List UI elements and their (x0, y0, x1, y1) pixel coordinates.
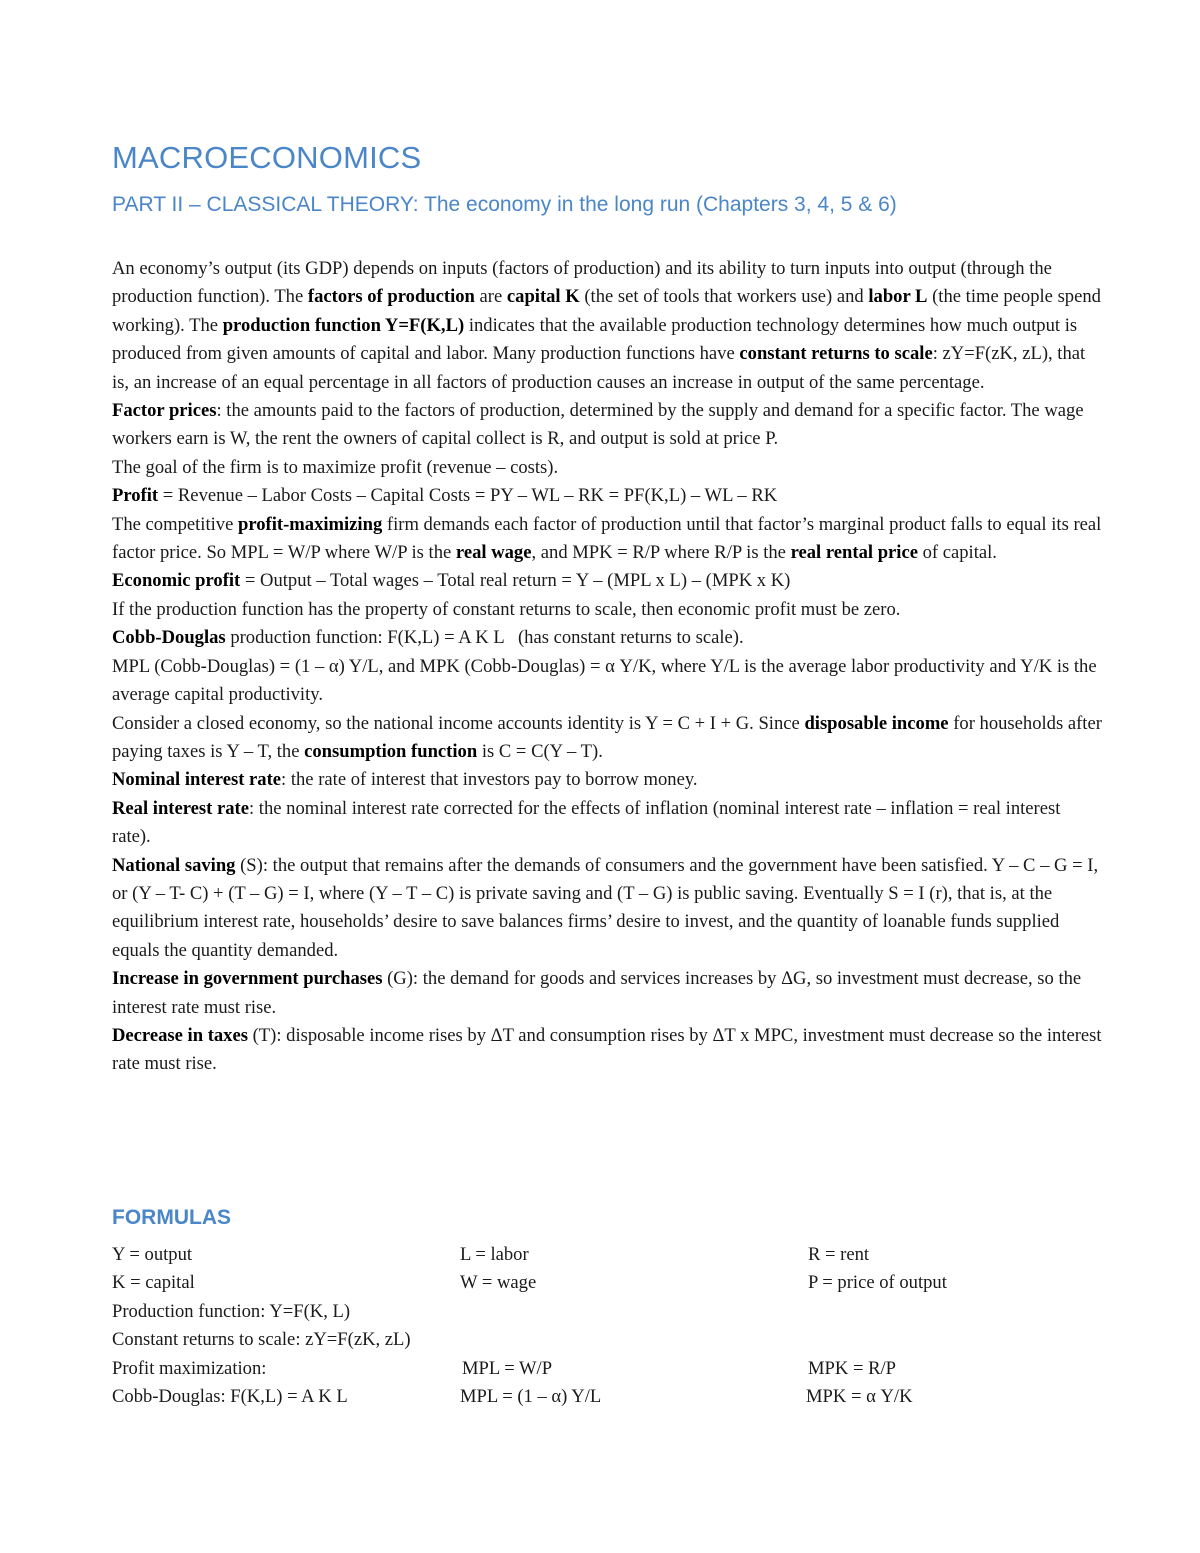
document-title: MACROECONOMICS (112, 140, 422, 175)
formula-row (112, 1298, 1102, 1326)
paragraph-firm-goal: The goal of the firm is to maximize profit (revenue – costs). (112, 456, 559, 478)
formula-cell: Constant returns to scale: zY=F(zK, zL) (112, 1329, 411, 1351)
text-run: (T): disposable income rises by ΔT and consumption rises by ΔT x MPC, investment must decrease so the interest rate must rise. (112, 1024, 1102, 1075)
text-run: The competitive (112, 513, 238, 535)
term-government-purchases: Increase in government purchases (112, 968, 383, 990)
notes-body (112, 255, 1102, 1079)
term-constant-returns: constant returns to scale (739, 343, 933, 365)
formula-cell: P = price of output (808, 1272, 947, 1294)
text-run: is C = C(Y – T). (477, 740, 603, 762)
text-run: , and MPK = R/P where R/P is the (531, 542, 791, 564)
paragraph-closed-economy (112, 710, 1102, 767)
term-real-rental-price: real rental price (790, 542, 918, 564)
paragraph-factors-of-production (112, 255, 1102, 397)
paragraph-government-purchases (112, 965, 1102, 1022)
formula-cell (112, 1383, 348, 1411)
formula-row (112, 1326, 1102, 1354)
term-decrease-in-taxes: Decrease in taxes (112, 1024, 248, 1046)
term-profit: Profit (112, 485, 159, 507)
term-capital: capital K (506, 286, 580, 308)
formula-cell: R = rent (808, 1244, 870, 1265)
term-production-function: production function Y=F(K,L) (222, 314, 465, 336)
paragraph-national-saving (112, 852, 1102, 966)
formula-row (112, 1269, 1102, 1297)
text-run: L (488, 627, 505, 649)
text-run: of capital. (917, 542, 997, 564)
formulas-table (112, 1241, 1102, 1411)
term-disposable-income: disposable income (804, 712, 949, 734)
formula-cell: Profit maximization: (112, 1357, 267, 1379)
paragraph-mpl-mpk: MPL (Cobb-Douglas) = (1 – α) Y/L, and MPK (Cobb-Douglas) = α Y/K, where Y/L is the average labor productivity and Y/K is the average capital productivity. (112, 655, 1097, 706)
formula-cell: MPK = R/P (808, 1357, 896, 1379)
text-run: = Revenue – Labor Costs – Capital Costs = PY – WL – RK = PF(K,L) – WL – RK (158, 485, 778, 507)
term-consumption-function: consumption function (304, 740, 478, 762)
text-run: An economy’s output (its GDP) depends on inputs (factors of production) and its ability to turn inputs into output (through the production function). The (112, 258, 1052, 308)
term-real-interest-rate: Real interest rate (112, 797, 249, 819)
formula-cell: K = capital (112, 1272, 195, 1294)
text-run: (the time people spend working). The (112, 286, 1101, 336)
text-run: indicates that the available production technology determines how much output is produced from given amounts of capital and labor. Many production functions have (112, 314, 1078, 365)
formula-cell: MPL = W/P (462, 1357, 553, 1379)
paragraph-nominal-interest (112, 766, 1102, 794)
text-run: = Output – Total wages – Total real return = Y – (MPL x L) – (MPK x K) (240, 570, 791, 592)
formula-row (112, 1241, 1102, 1269)
formula-cell: W = wage (460, 1272, 537, 1294)
text-run: (S): the output that remains after the demands of consumers and the government have been satisfied. Y – C – G = I, or (Y – T- C) + (T – G) = I, where (Y – T – C) is private saving and (T – G) is public saving. Eventually S = I (r), that is, at the equilibrium interest rate, households’ desire to save balances firms’ desire to invest, and the quantity of loanable funds supplied equals the quantity demanded. (112, 854, 1099, 961)
text-run: for households after paying taxes is Y – T, the (112, 712, 1102, 762)
formula-text: Cobb-Douglas: F(K,L) = A K (112, 1385, 332, 1407)
term-economic-profit: Economic profit (112, 570, 241, 592)
document-subtitle: PART II – CLASSICAL THEORY: The economy in the long run (Chapters 3, 4, 5 & 6) (112, 193, 897, 216)
text-run: : the amounts paid to the factors of production, determined by the supply and demand for a specific factor. The wage workers earn is W, the rent the owners of capital collect is R, and output is sold at price P. (112, 400, 1084, 450)
term-cobb-douglas: Cobb-Douglas (112, 627, 226, 649)
formula-cell: Y = output (112, 1244, 193, 1265)
paragraph-factor-prices (112, 397, 1102, 454)
formula-cell: MPL = (1 – α) Y/L (460, 1385, 602, 1407)
paragraph-zero-profit: If the production function has the property of constant returns to scale, then economic profit must be zero. (112, 598, 901, 620)
text-run: Consider a closed economy, so the national income accounts identity is Y = C + I + G. Since (112, 712, 805, 734)
formula-cell: L = labor (460, 1244, 529, 1265)
term-factors-of-production: factors of production (307, 286, 475, 308)
text-run: production function: F(K,L) = A K (225, 627, 489, 649)
term-profit-maximizing: profit-maximizing (237, 513, 383, 535)
formula-cell: MPK = α Y/K (806, 1385, 913, 1407)
paragraph-profit-maximizing (112, 511, 1102, 568)
paragraph-real-interest (112, 795, 1102, 852)
formula-row (112, 1383, 1102, 1411)
text-run: : the nominal interest rate corrected for the effects of inflation (nominal interest rate – inflation = real interest rate). (112, 797, 1061, 848)
formula-cell: Production function: Y=F(K, L) (112, 1300, 351, 1322)
paragraph-economic-profit (112, 567, 1102, 595)
formula-text: L (331, 1385, 348, 1407)
formulas-heading: FORMULAS (112, 1206, 231, 1229)
text-run: firm demands each factor of production until that factor’s marginal product falls to equal its real factor price. So MPL = W/P where W/P is the (112, 513, 1102, 564)
formula-row (112, 1355, 1102, 1383)
term-national-saving: National saving (112, 854, 236, 876)
term-labor: labor L (868, 286, 928, 308)
paragraph-decrease-taxes (112, 1022, 1102, 1079)
term-nominal-interest-rate: Nominal interest rate (112, 769, 282, 791)
paragraph-profit (112, 482, 1102, 510)
paragraph-cobb-douglas (112, 624, 1102, 652)
text-run: (the set of tools that workers use) and (579, 286, 869, 308)
term-factor-prices: Factor prices (112, 400, 217, 422)
text-run: (has constant returns to scale). (504, 627, 744, 649)
text-run: : zY=F(zK, zL), that is, an increase of an equal percentage in all factors of production causes an increase in output of the same percentage. (112, 343, 1086, 393)
text-run: (G): the demand for goods and services increases by ΔG, so investment must decrease, so the interest rate must rise. (112, 968, 1082, 1018)
term-real-wage: real wage (455, 542, 532, 564)
text-run: : the rate of interest that investors pay to borrow money. (281, 769, 698, 791)
text-run: are (474, 286, 507, 308)
